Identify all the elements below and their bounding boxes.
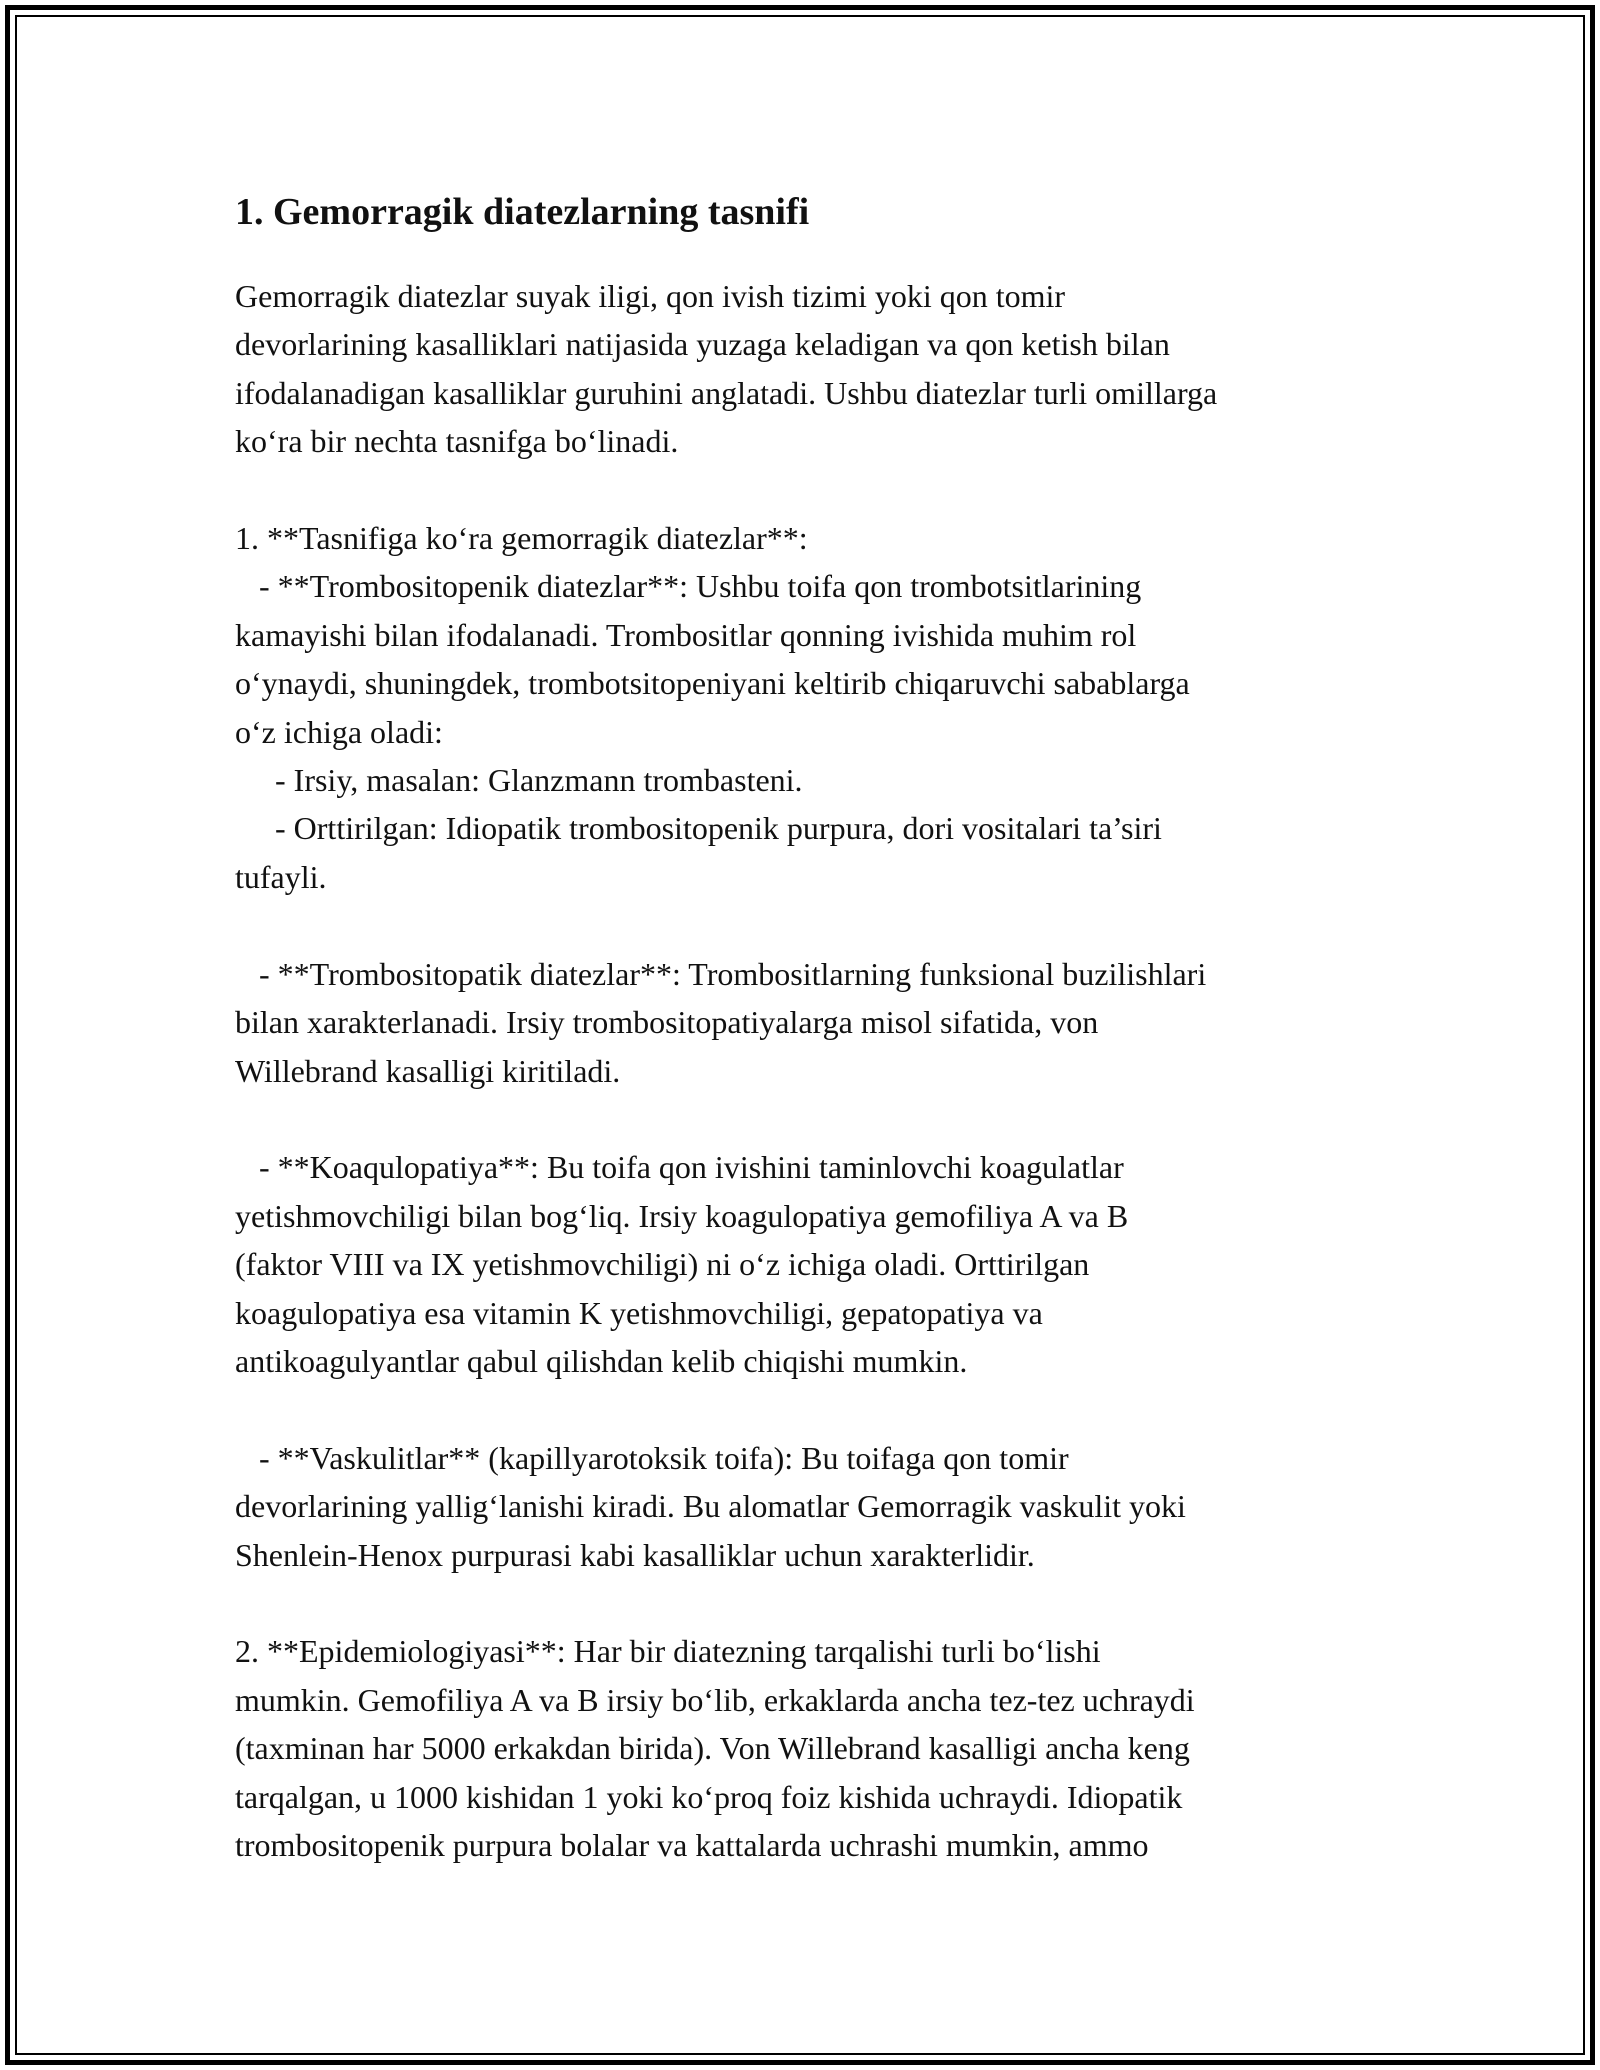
page-title: 1. Gemorragik diatezlarning tasnifi [235, 191, 810, 233]
document-body-text: Gemorragik diatezlar suyak iligi, qon ivish tizimi yoki qon tomir devorlarining kasalliklari natijasida yuzaga keladigan va qon ketish bilan ifodalanadigan kasalliklar guruhini anglatadi. Ushbu diatezlar turli omillarga ko‘ra bir nechta tasnifga bo‘linadi. 1. **Tasnifiga ko‘ra gemorragik diatezlar**: - **Trombositopenik diatezlar**: Ushbu toifa qon trombotsitlarining kamayishi bilan ifodalanadi. Trombositlar qonning ivishida muhim rol o‘ynaydi, shuningdek, trombotsitopeniyani keltirib chiqaruvchi sabablarga o‘z ichiga oladi: - Irsiy, masalan: Glanzmann trombasteni. - Orttirilgan: Idiopatik trombositopenik purpura, dori vositalari ta’siri tufayli. - **Trombositopatik diatezlar**: Trombositlarning funksional buzilishlari bilan xarakterlanadi. Irsiy trombositopatiyalarga misol sifatida, von Willebrand kasalligi kiritiladi. - **Koaqulopatiya**: Bu toifa qon ivishini taminlovchi koagulatlar yetishmovchiligi bilan bog‘liq. Irsiy koagulopatiya gemofiliya A va B (faktor VIII va IX yetishmovchiligi) ni o‘z ichiga oladi. Orttirilgan koagulopatiya esa vitamin K yetishmovchiligi, gepatopatiya va antikoagulyantlar qabul qilishdan kelib chiqishi mumkin. - **Vaskulitlar** (kapillyarotoksik toifa): Bu toifaga qon tomir devorlarining yallig‘lanishi kiradi. Bu alomatlar Gemorragik vaskulit yoki Shenlein-Henox purpurasi kabi kasalliklar uchun xarakterlidir. 2. **Epidemiologiyasi**: Har bir diatezning tarqalishi turli bo‘lishi mumkin. Gemofiliya A va B irsiy bo‘lib, erkaklarda ancha tez-tez uchraydi (taxminan har 5000 erkakdan birida). Von Willebrand kasalligi ancha keng tarqalgan, u 1000 kishidan 1 yoki ko‘proq foiz kishida uchraydi. Idiopatik trombositopenik purpura bolalar va kattalarda uchrashi mumkin, ammo [235, 278, 1218, 1863]
document-page [235, 186, 1385, 1869]
